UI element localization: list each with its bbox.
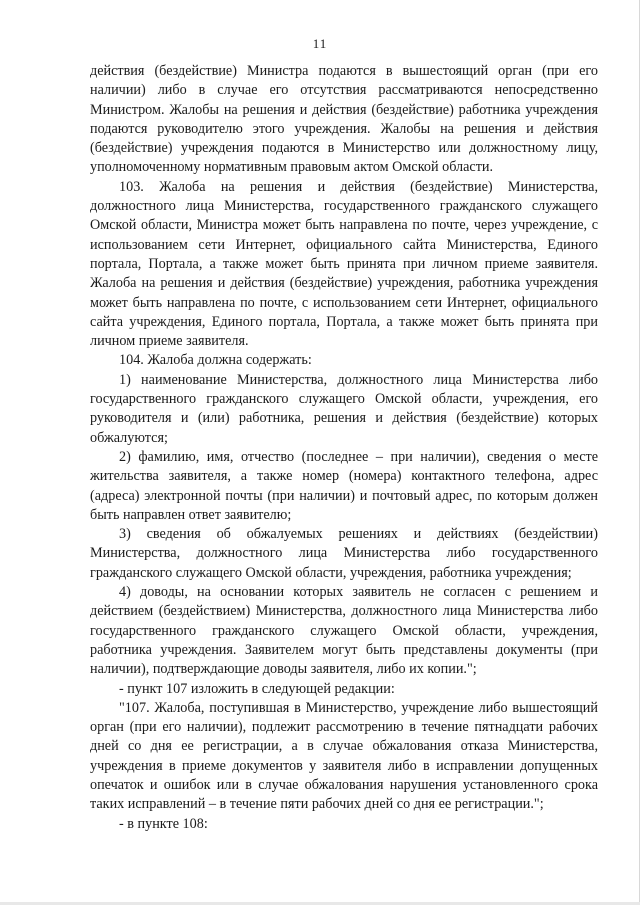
amendment-107-intro: - пункт 107 изложить в следующей редакции:	[119, 680, 395, 697]
paragraph-104: 104. Жалоба должна содержать:	[119, 352, 312, 369]
list-item-1: 1) наименование Министерства, должностного лица Министерства либо государственного гражданского служащего Омской области, учреждения, его руководителя и (или) работника, решения и действия (бездействие) которых обжалуются;	[90, 371, 598, 446]
list-item-2: 2) фамилию, имя, отчество (последнее – при наличии), сведения о месте жительства заявителя, а также номер (номера) контактного телефона, адрес (адреса) электронной почты (при наличии) и почтовый адрес, по которым должен быть направлен ответ заявителю;	[90, 448, 598, 523]
amendment-108-intro: - в пункте 108:	[119, 815, 208, 832]
paragraph-103: 103. Жалоба на решения и действия (бездействие) Министерства, должностного лица Министерства, государственного гражданского служащего Омской области, Министра может быть направлена по почте, через учреждение, с использованием сети Интернет, официального сайта Министерства, Единого портала, Портала, а также может быть принята при личном приеме заявителя. Жалоба на решения и действия (бездействие) учреждения, работника учреждения может быть направлена по почте, с использованием сети Интернет, официального сайта учреждения, Единого портала, Портала, а также может быть принята при личном приеме заявителя.	[90, 178, 598, 350]
paragraph-continuation: действия (бездействие) Министра подаются в вышестоящий орган (при его наличии) либо в случае его отсутствия рассматриваются непосредственно Министром. Жалобы на решения и действия (бездействие) работника учреждения подаются руководителю этого учреждения. Жалобы на решения и действия (бездействие) учреждения подаются в Министерство или должностному лицу, уполномоченному нормативным правовым актом Омской области.	[90, 63, 598, 176]
list-item-3: 3) сведения об обжалуемых решениях и действиях (бездействии) Министерства, должностного лица Министерства либо государственного гражданского служащего Омской области, учреждения, работника учреждения;	[90, 526, 598, 581]
list-item-4: 4) доводы, на основании которых заявитель не согласен с решением и действием (бездействием) Министерства, должностного лица Министерства либо государственного гражданского служащего Омской области, учреждения, работника учреждения. Заявителем могут быть представлены документы (при наличии), подтверждающие доводы заявителя, либо их копии.";	[90, 584, 598, 678]
document-body	[90, 62, 598, 834]
paragraph-107: "107. Жалоба, поступившая в Министерство, учреждение либо вышестоящий орган (при его наличии), подлежит рассмотрению в течение пятнадцати рабочих дней со дня ее регистрации, а в случае обжалования отказа Министерства, учреждения в приеме документов у заявителя либо в исправлении допущенных опечаток и ошибок или в случае обжалования нарушения установленного срока таких исправлений – в течение пяти рабочих дней со дня ее регистрации.";	[90, 699, 598, 813]
page-number: 11	[312, 36, 328, 51]
